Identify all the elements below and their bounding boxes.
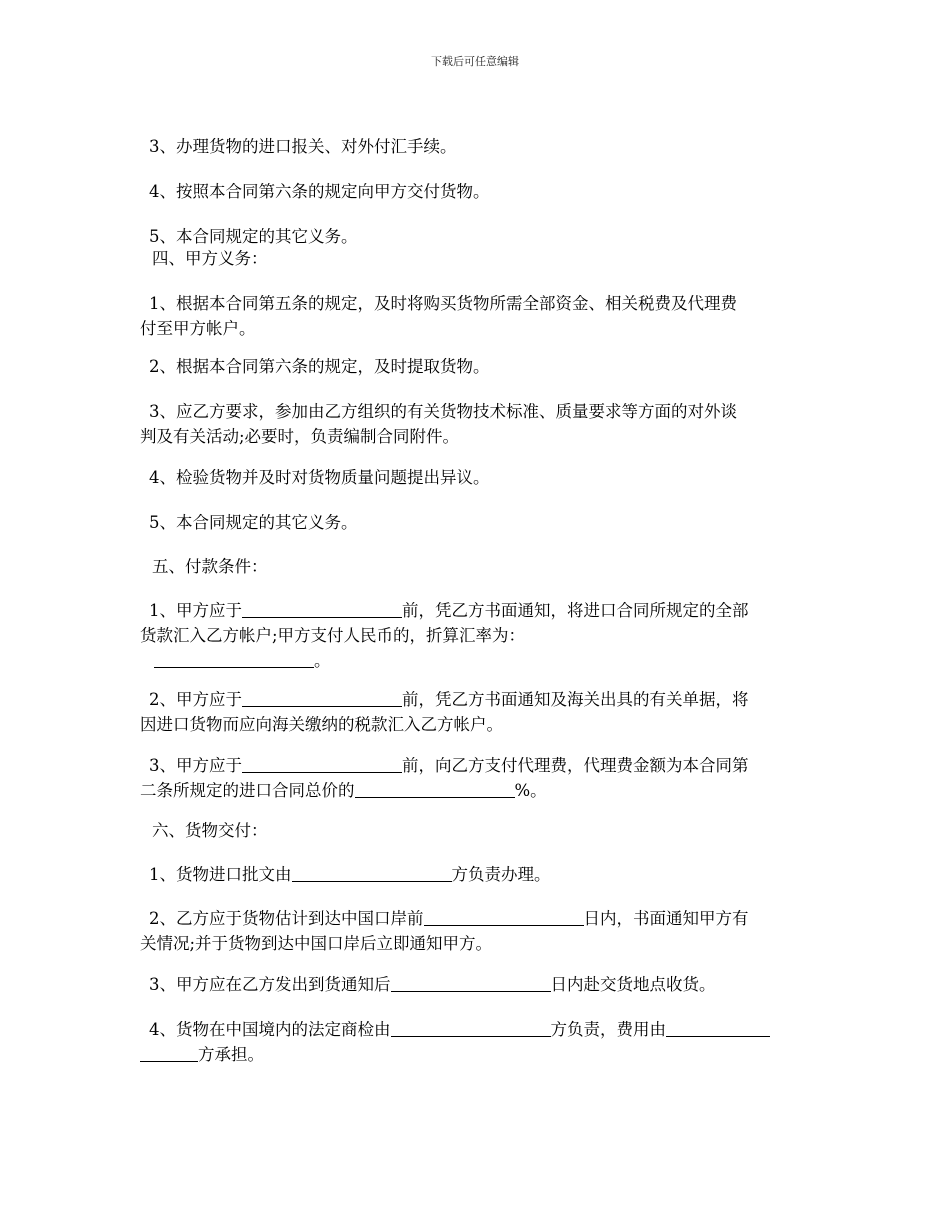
blank-field (242, 601, 402, 618)
clause-text: %。 (514, 781, 547, 800)
clause-text: 1、根据本合同第五条的规定，及时将购买货物所需全部资金、相关税费及代理费 (149, 294, 737, 313)
clause-text: 前，凭乙方书面通知，将进口合同所规定的全部 (402, 601, 749, 620)
blank-field (242, 690, 402, 707)
blank-field (292, 865, 452, 882)
clause-3-4 (140, 179, 812, 204)
page-header: 下载后可任意编辑 (431, 55, 519, 68)
clause-text: 3、办理货物的进口报关、对外付汇手续。 (149, 137, 457, 156)
clause-text: 二条所规定的进口合同总价的 (140, 781, 355, 800)
clause-text-cont: 判及有关活动;必要时，负责编制合同附件。 (140, 427, 460, 446)
clause-4-2 (140, 354, 812, 379)
clause-4-4 (140, 465, 812, 490)
clause-text: 1、货物进口批文由 (149, 865, 292, 884)
blank-field (154, 651, 314, 668)
clause-text-cont: 关情况;并于货物到达中国口岸后立即通知甲方。 (140, 934, 493, 953)
clause-6-1 (140, 862, 812, 887)
clause-text: 方负责办理。 (451, 865, 551, 884)
blank-field (666, 1020, 770, 1037)
blank-field (242, 756, 402, 773)
clause-5-3 (140, 753, 812, 803)
clause-text: 2、甲方应于 (149, 690, 242, 709)
clause-4-3 (140, 399, 812, 449)
clause-text: 4、货物在中国境内的法定商检由 (149, 1020, 391, 1039)
clause-text: 2、根据本合同第六条的规定，及时提取货物。 (149, 357, 490, 376)
clause-text: 前，向乙方支付代理费，代理费金额为本合同第 (402, 756, 749, 775)
clause-6-4 (140, 1017, 812, 1067)
clause-text: 方负责，费用由 (550, 1020, 666, 1039)
clause-text: 4、检验货物并及时对货物质量问题提出异议。 (149, 468, 490, 487)
clause-text: 2、乙方应于货物估计到达中国口岸前 (149, 909, 424, 928)
blank-field (140, 1045, 198, 1062)
blank-field (424, 909, 584, 926)
clause-text: 。 (314, 651, 331, 670)
clause-text: 日内，书面通知甲方有 (583, 909, 749, 928)
clause-text: 3、应乙方要求，参加由乙方组织的有关货物技术标准、质量要求等方面的对外谈 (149, 402, 737, 421)
clause-6-3 (140, 972, 812, 997)
section-heading-6 (140, 818, 812, 843)
clause-text-cont: 付至甲方帐户。 (140, 319, 256, 338)
clause-text: 5、本合同规定的其它义务。 (149, 513, 358, 532)
clause-text: 日内赴交货地点收货。 (550, 975, 716, 994)
clause-text-cont: 因进口货物而应向海关缴纳的税款汇入乙方帐户。 (140, 715, 503, 734)
clause-text: 3、甲方应于 (149, 756, 242, 775)
clause-text: 4、按照本合同第六条的规定向甲方交付货物。 (149, 182, 490, 201)
clause-5-2 (140, 687, 812, 737)
blank-field (355, 781, 515, 798)
section-heading-4 (140, 246, 812, 271)
clause-text: 3、甲方应在乙方发出到货通知后 (149, 975, 391, 994)
clause-4-1 (140, 291, 812, 341)
clause-5-1 (140, 598, 812, 673)
clause-text: 1、甲方应于 (149, 601, 242, 620)
clause-text: 5、本合同规定的其它义务。 (149, 227, 358, 246)
clause-4-5 (140, 510, 812, 535)
section-title: 五、付款条件： (152, 557, 268, 576)
blank-field (391, 975, 551, 992)
clause-text-cont: 货款汇入乙方帐户;甲方支付人民币的，折算汇率为： (140, 626, 526, 645)
section-title: 四、甲方义务： (152, 249, 268, 268)
section-title: 六、货物交付： (152, 821, 268, 840)
clause-3-3 (140, 134, 812, 159)
clause-text: 方承担。 (198, 1045, 264, 1064)
blank-field (391, 1020, 551, 1037)
section-heading-5 (140, 554, 812, 579)
clause-6-2 (140, 906, 812, 956)
clause-text: 前，凭乙方书面通知及海关出具的有关单据，将 (402, 690, 749, 709)
